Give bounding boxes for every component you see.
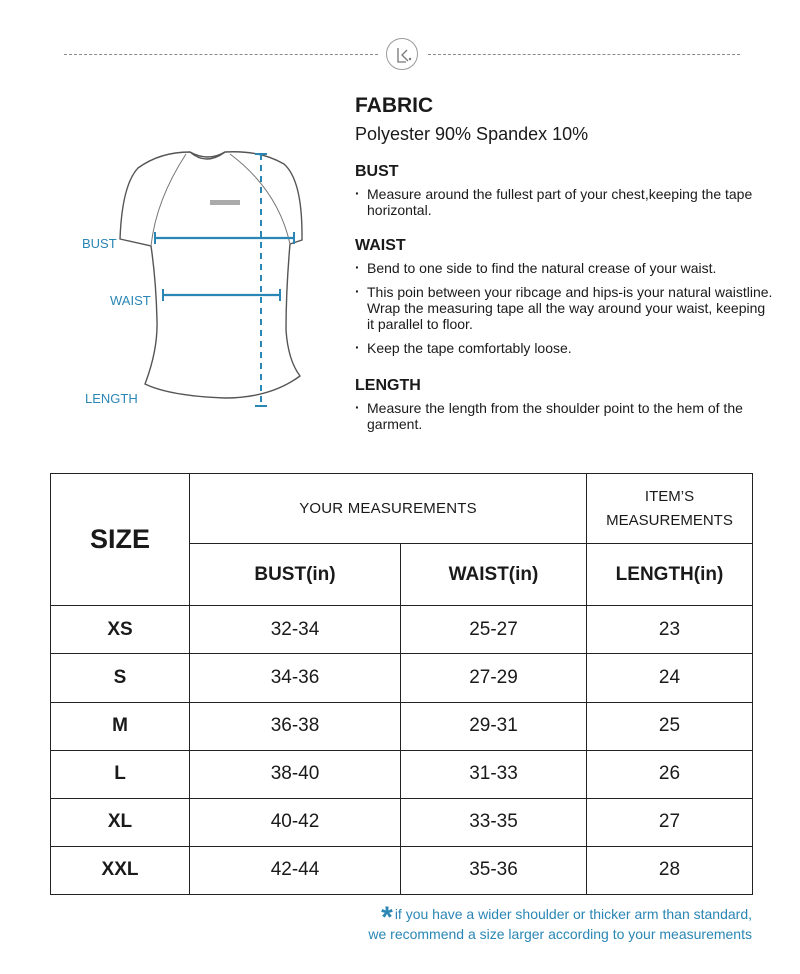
bust-cell: 36-38	[190, 702, 401, 750]
bust-instructions	[355, 186, 775, 218]
measurement-diagram	[60, 140, 360, 430]
fabric-title: FABRIC	[355, 94, 434, 117]
table-row	[51, 846, 753, 894]
length-section-title: LENGTH	[355, 377, 421, 394]
items-measurements-header	[587, 474, 753, 544]
waist-column-header: WAIST(in)	[401, 544, 587, 606]
bust-cell: 42-44	[190, 846, 401, 894]
sizing-footnote	[368, 901, 752, 942]
table-row	[51, 606, 753, 654]
bust-cell: 38-40	[190, 750, 401, 798]
table-row	[51, 798, 753, 846]
length-cell: 28	[587, 846, 753, 894]
table-row	[51, 750, 753, 798]
size-cell: L	[51, 750, 190, 798]
waist-cell: 33-35	[401, 798, 587, 846]
instruction-item: · Keep the tape comfortably loose.	[355, 340, 775, 356]
size-cell: XL	[51, 798, 190, 846]
table-row	[51, 654, 753, 702]
items-header-line2: MEASUREMENTS	[606, 511, 733, 529]
waist-cell: 27-29	[401, 654, 587, 702]
your-measurements-header: YOUR MEASUREMENTS	[190, 474, 587, 544]
length-label: LENGTH	[85, 391, 138, 406]
bust-cell: 40-42	[190, 798, 401, 846]
waist-instructions	[355, 260, 775, 356]
waist-cell: 25-27	[401, 606, 587, 654]
header-divider-right	[428, 54, 740, 55]
length-cell: 25	[587, 702, 753, 750]
waist-cell: 35-36	[401, 846, 587, 894]
measurement-instructions	[355, 92, 775, 432]
length-cell: 24	[587, 654, 753, 702]
footnote-line1: if you have a wider shoulder or thicker arm than standard,	[394, 906, 752, 922]
bust-cell: 34-36	[190, 654, 401, 702]
waist-cell: 31-33	[401, 750, 587, 798]
waist-section-title: WAIST	[355, 237, 406, 254]
instruction-item: · This poin between your ribcage and hips-is your natural waistline. Wrap the measuring tape all the way around your waist, keeping it parallel to floor.	[355, 284, 775, 332]
instruction-item: · Measure the length from the shoulder point to the hem of the garment.	[355, 400, 775, 432]
size-column-header: SIZE	[51, 474, 190, 606]
table-row	[51, 702, 753, 750]
instruction-item: · Bend to one side to find the natural crease of your waist.	[355, 260, 775, 276]
length-cell: 27	[587, 798, 753, 846]
bust-section-title: BUST	[355, 163, 399, 180]
length-cell: 23	[587, 606, 753, 654]
waist-label: WAIST	[110, 293, 151, 308]
size-cell: M	[51, 702, 190, 750]
size-chart-table	[50, 473, 753, 895]
length-instructions	[355, 400, 775, 432]
instruction-item: · Measure around the fullest part of your chest,keeping the tape horizontal.	[355, 186, 775, 218]
size-cell: XS	[51, 606, 190, 654]
length-cell: 26	[587, 750, 753, 798]
tshirt-outline-icon	[60, 140, 360, 430]
size-cell: S	[51, 654, 190, 702]
bust-cell: 32-34	[190, 606, 401, 654]
brand-monogram-icon	[386, 38, 418, 70]
bust-label: BUST	[82, 236, 117, 251]
header-divider-left	[64, 54, 378, 55]
asterisk-icon: *	[381, 901, 393, 934]
waist-cell: 29-31	[401, 702, 587, 750]
fabric-composition: Polyester 90% Spandex 10%	[355, 124, 589, 144]
length-column-header: LENGTH(in)	[587, 544, 753, 606]
bust-column-header: BUST(in)	[190, 544, 401, 606]
items-header-line1: ITEM’S	[644, 487, 695, 505]
size-cell: XXL	[51, 846, 190, 894]
footnote-line2: we recommend a size larger according to your measurements	[368, 926, 752, 942]
